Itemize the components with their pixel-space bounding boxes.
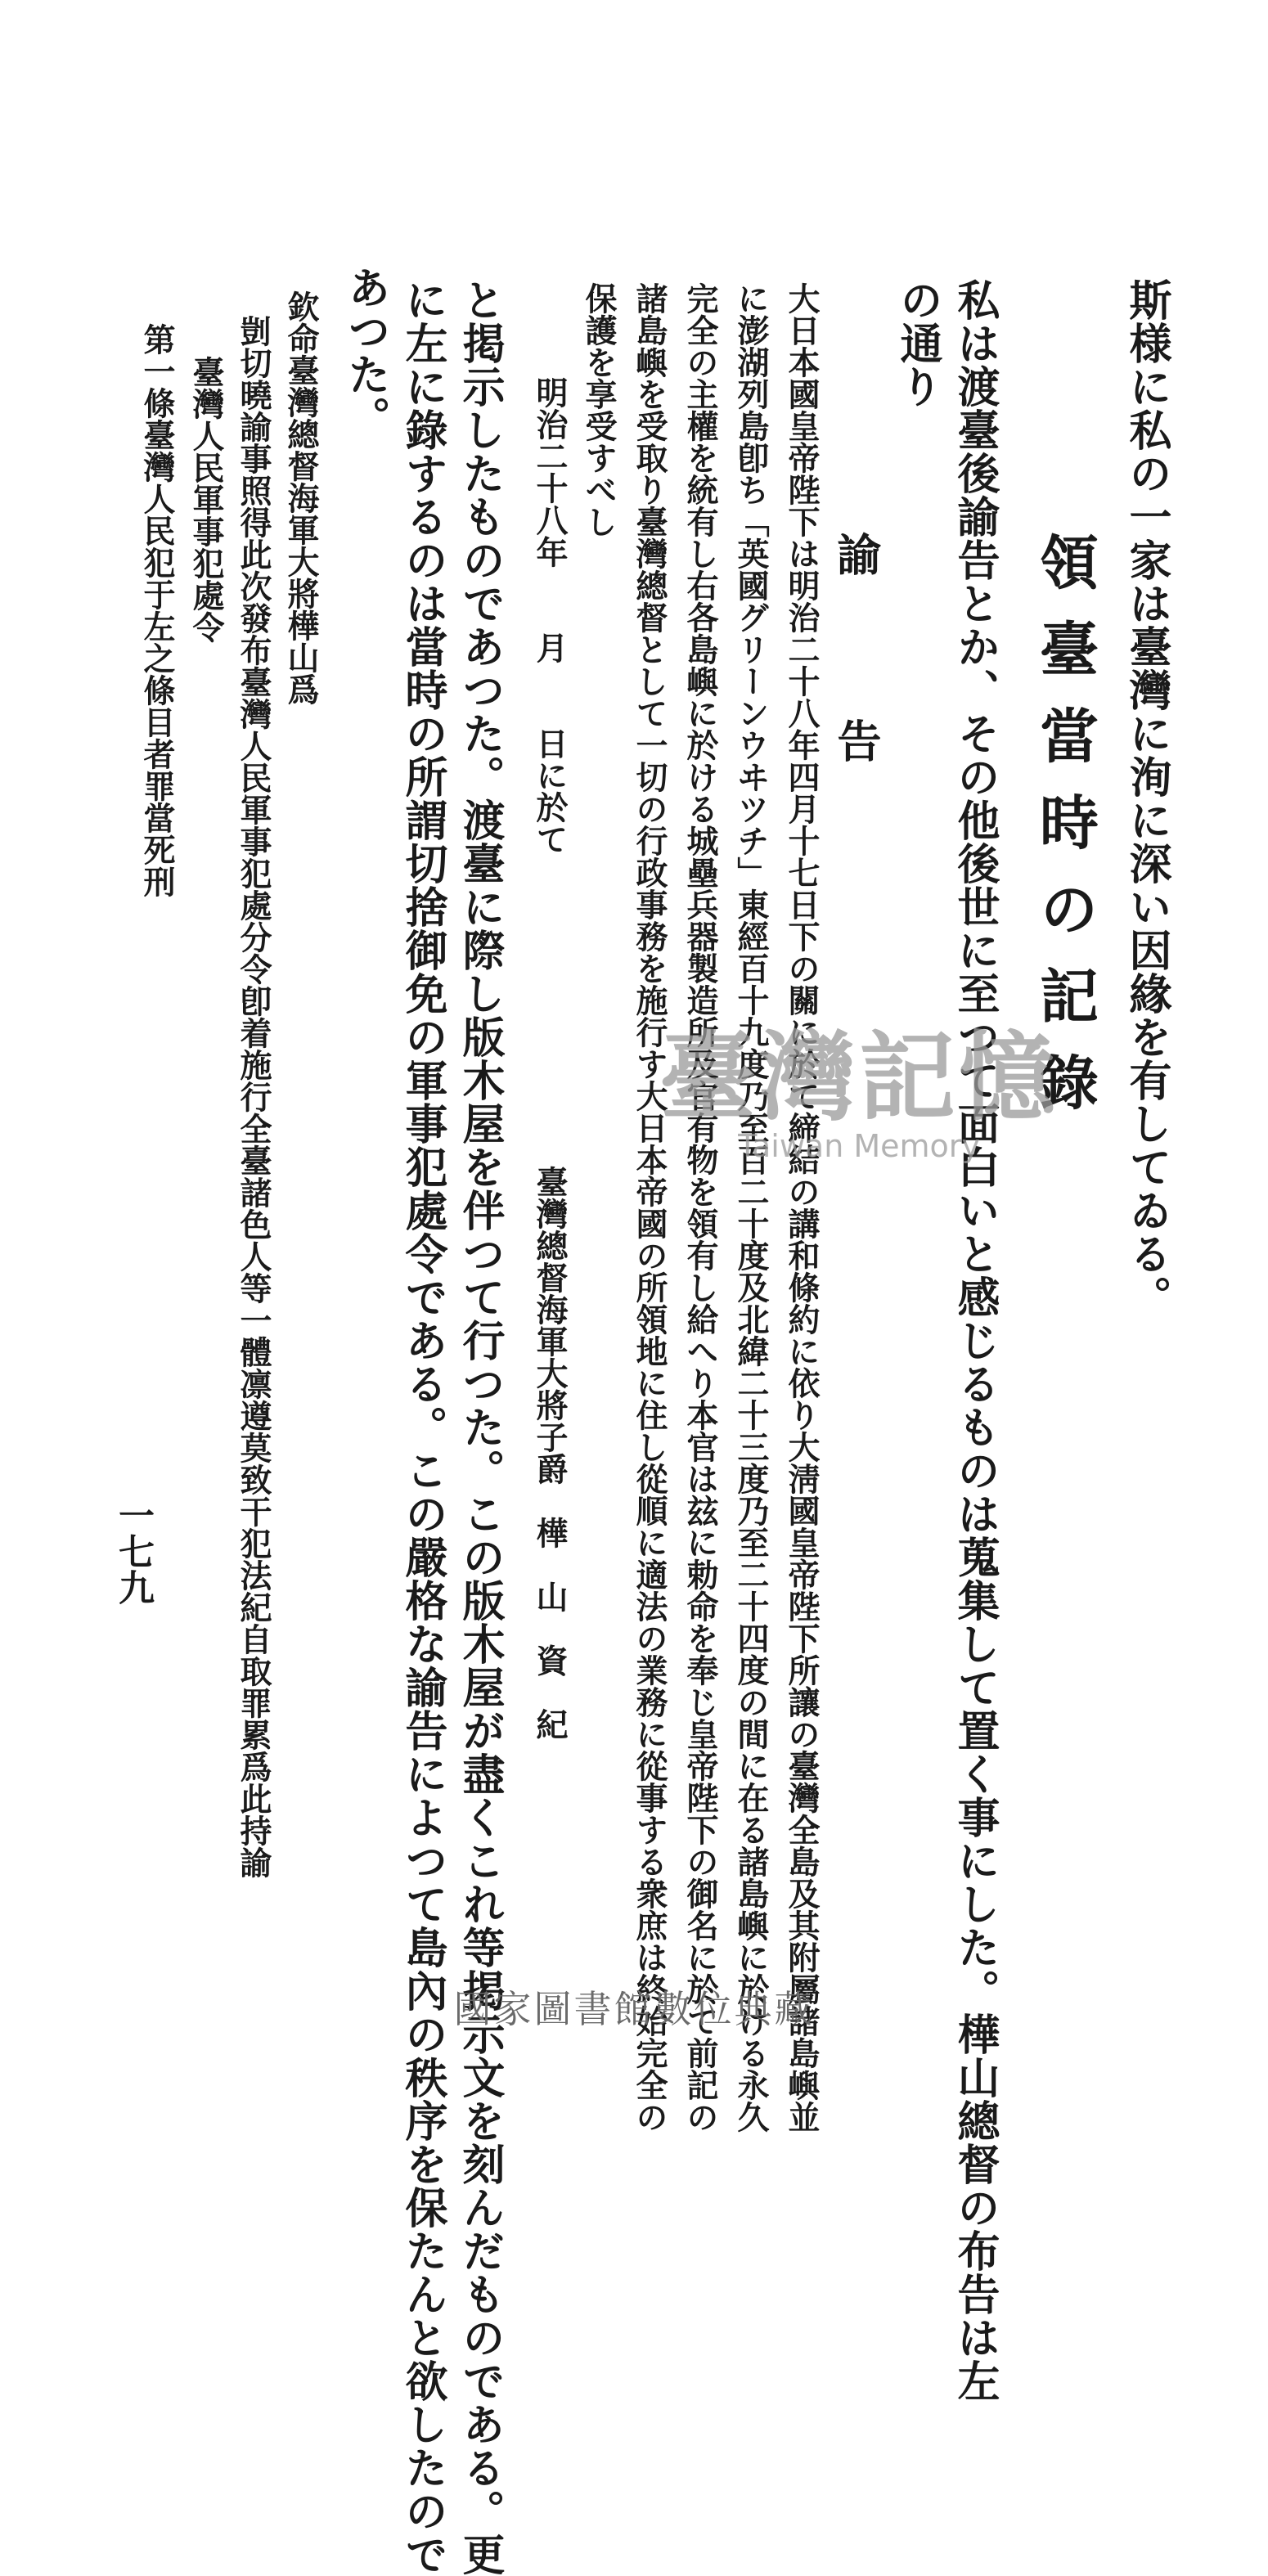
notice-line-2: に澎湖列島卽ち「英國グリーンウヰツチ」東經百十九度乃至百二十度及北緯二十三度乃至二十四度の間に在る諸島嶼に於ける永久 — [732, 282, 770, 2133]
paragraph-2-line-3: あつた。 — [340, 266, 390, 439]
intro-line: 斯様に私の一家は臺灣に洵に深い因緣を有してゐる。 — [1122, 278, 1171, 1319]
watermark — [630, 1020, 1088, 1170]
paragraph-1-line-1: 私は渡臺後諭告とか、その他後世に至つて面白いと感じるものは蒐集して置く事にした。樺山總督の布告は左 — [950, 278, 1000, 2403]
watermark-cjk-text: 臺灣記憶 — [659, 1020, 1059, 1134]
paragraph-1-line-2: の通り — [893, 278, 942, 408]
archive-footer-label: 國家圖書館數位典藏 — [453, 1987, 815, 2031]
section-title: 領臺當時の記錄 — [1030, 532, 1099, 1139]
paragraph-2-line-1: と掲示したものであつた。渡臺に際し版木屋を伴つて行つた。この版木屋が盡くこれ等掲示文を刻んだものである。更 — [455, 278, 505, 2576]
page-number: 一七九 — [112, 1497, 154, 1605]
notice-signature: 臺灣總督海軍大將子爵 樺 山 資 紀 — [531, 1166, 569, 1740]
order-line: 剴切曉諭事照得此次發布臺灣人民軍事犯處分令卽着施行全臺諸色人等一體凛遵莫致干犯法紀自取罪累爲此持諭 — [235, 315, 272, 1878]
notice-line-5: 保護を享受すべし — [580, 282, 618, 537]
article-1: 第一條臺灣人民犯于左之條目者罪當死刑 — [138, 323, 176, 897]
order-heading: 欽命臺灣總督海軍大將樺山爲 — [282, 290, 320, 705]
notice-date: 明治二十八年 月 日に於て — [531, 376, 569, 855]
order-title: 臺灣人民軍事犯處令 — [187, 356, 225, 643]
notice-title: 諭 告 — [830, 532, 883, 811]
notice-line-4: 諸島嶼を受取り臺灣總督として一切の行政事務を施行す大日本帝國の所領地に住し從順に適法の業務に從事する衆庶は終始完全の — [631, 282, 668, 2133]
paragraph-2-line-2: に左に錄するのは當時の所謂切捨御免の軍事犯處令である。この嚴格な諭告によつて島內の秩序を保たんと欲したので — [398, 278, 447, 2576]
watermark-en-text: Taiwan Memory — [738, 1127, 980, 1164]
notice-line-1: 大日本國皇帝陛下は明治二十八年四月十七日下の關に於て締結の講和條約に依り大淸國皇帝陛下所讓の臺灣全島及其附屬諸島嶼並 — [783, 282, 821, 2133]
notice-line-3: 完全の主權を統有し右各島嶼に於ける城壘兵器製造所及官有物を領有し給へり本官は玆に勅命を奉じ皇帝陛下の御名に於て前記の — [681, 282, 719, 2133]
